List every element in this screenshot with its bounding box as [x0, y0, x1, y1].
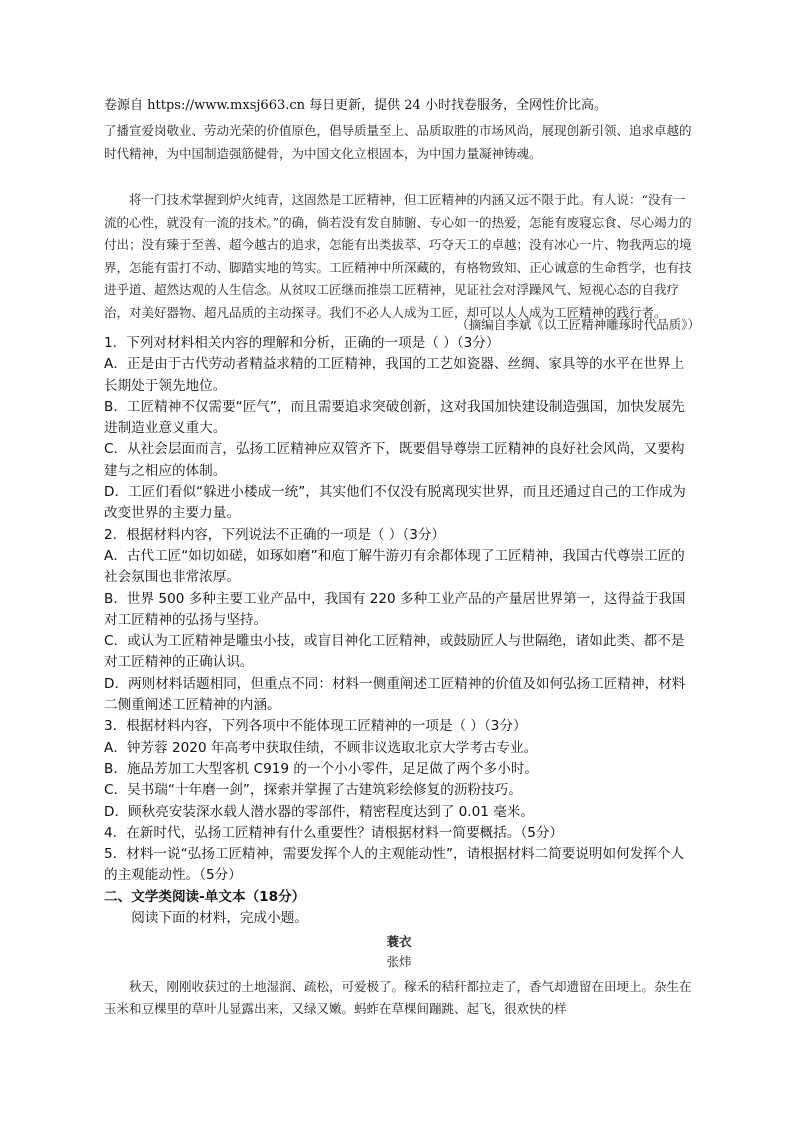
option-1a: A．正是由于古代劳动者精益求精的工匠精神，我国的工艺如瓷器、丝绸、家具等的水平在世界上长期处于领先地位。 — [104, 356, 685, 394]
option-2c: C．或认为工匠精神是雕虫小技，或盲目神化工匠精神，或鼓励匠人与世隔绝，诸如此类、都不是对工匠精神的正确认识。 — [104, 633, 685, 671]
story-author: 张炜 — [386, 954, 412, 969]
question-2: 2．根据材料内容，下列说法不正确的一项是（ ）（3分） — [104, 526, 446, 543]
story-title: 蓑衣 — [386, 934, 412, 949]
material-paragraph-2: 将一门技术掌握到炉火纯青，这固然是工匠精神，但工匠精神的内涵又远不限于此。有人说：“没有一流的心性，就没有一流的技术。”的确，倘若没有发自肺腑、专心如一的热爱，怎能有废寝忘食、尽心竭力的付出；没有臻于至善、超今越古的追求，怎能有出类拔萃、巧夺天工的卓越；没有冰心一片、物我两忘的境界，怎能有雷打不动、脚踏实地的笃实。工匠精神中所深藏的，有格物致知、正心诚意的生命哲学，也有技进乎道、超然达观的人生信念。从贫叹工匠继而推崇工匠精神，见证社会对浮躁风气、短视心态的自我疗治，对美好器物、超凡品质的主动探寻。我们不必人人成为工匠，却可以人人成为工匠精神的践行者。 — [104, 192, 692, 320]
question-4: 4．在新时代，弘扬工匠精神有什么重要性？请根据材料一简要概括。（5分） — [104, 824, 564, 841]
option-2a: A．古代工匠“如切如磋，如琢如磨”和庖丁解牛游刃有余都体现了工匠精神，我国古代尊崇工匠的社会氛围也非常浓厚。 — [104, 547, 685, 586]
option-3a: A．钟芳蓉 2020 年高考中获取佳绩，不顾非议选取北京大学考古专业。 — [104, 739, 538, 756]
story-opening-paragraph: 秋天，刚刚收获过的土地湿润、疏松，可爱极了。稼禾的秸秆都拉走了，香气却遗留在田埂上。杂生在玉米和豆棵里的草叶儿显露出来，又绿又嫩。蚂蚱在草棵间蹦跳、起飞，很欢快的样 — [104, 979, 692, 1016]
section-heading: 二、文学类阅读-单文本（18分） — [104, 888, 306, 905]
section-instruction: 阅读下面的材料，完成小题。 — [131, 910, 308, 927]
question-1: 1．下列对材料相关内容的理解和分析，正确的一项是（ ）（3分） — [104, 335, 500, 351]
material-source: （摘编自李斌《以工匠精神雕琢时代品质》） — [456, 317, 700, 332]
option-1b: B．工匠精神不仅需要“匠气”，而且需要追求突破创新，这对我国加快建设制造强国，加快发展先进制造业意义重大。 — [104, 398, 685, 437]
question-list — [104, 333, 694, 929]
option-3d: D．顾秋亮安装深水载人潜水器的零部件，精密程度达到了 0.01 毫米。 — [104, 803, 534, 820]
question-3: 3．根据材料内容，下列各项中不能体现工匠精神的一项是（ ）（3分） — [104, 718, 527, 735]
source-header: 卷源自 https://www.mxsj663.cn 每日更新，提供 24 小时找卷服务，全网性价比高。 — [104, 98, 607, 113]
option-1d: D．工匠们看似“躲进小楼成一统”，其实他们不仅没有脱离现实世界，而且还通过自己的工作成为改变世界的主要力量。 — [104, 484, 686, 522]
material-paragraph-1: 了播宣爱岗敬业、劳动光荣的价值原色，倡导质量至上、品质取胜的市场风尚，展现创新引领、追求卓越的时代精神，为中国制造强筋健骨，为中国文化立根固本，为中国力量凝神铸魂。 — [104, 123, 692, 161]
question-5: 5．材料一说“弘扬工匠精神，需要发挥个人的主观能动性”，请根据材料二简要说明如何发挥个人的主观能动性。（5分） — [104, 846, 685, 884]
option-1c: C．从社会层面而言，弘扬工匠精神应双管齐下，既要倡导尊崇工匠精神的良好社会风尚，又要构建与之相应的体制。 — [104, 441, 685, 479]
option-3c: C．吴书瑞“十年磨一剑”，探索并掌握了古建筑彩绘修复的沥粉技巧。 — [104, 782, 522, 799]
option-2b: B．世界 500 多种主要工业产品中，我国有 220 多种工业产品的产量居世界第一，这得益于我国对工匠精神的弘扬与坚持。 — [104, 590, 686, 628]
option-2d: D．两则材料话题相同，但重点不同：材料一侧重阐述工匠精神的价值及如何弘扬工匠精神，材料二侧重阐述工匠精神的内涵。 — [104, 675, 686, 714]
option-3b: B．施品芳加工大型客机 C919 的一个小小零件，足足做了两个多小时。 — [104, 760, 539, 777]
